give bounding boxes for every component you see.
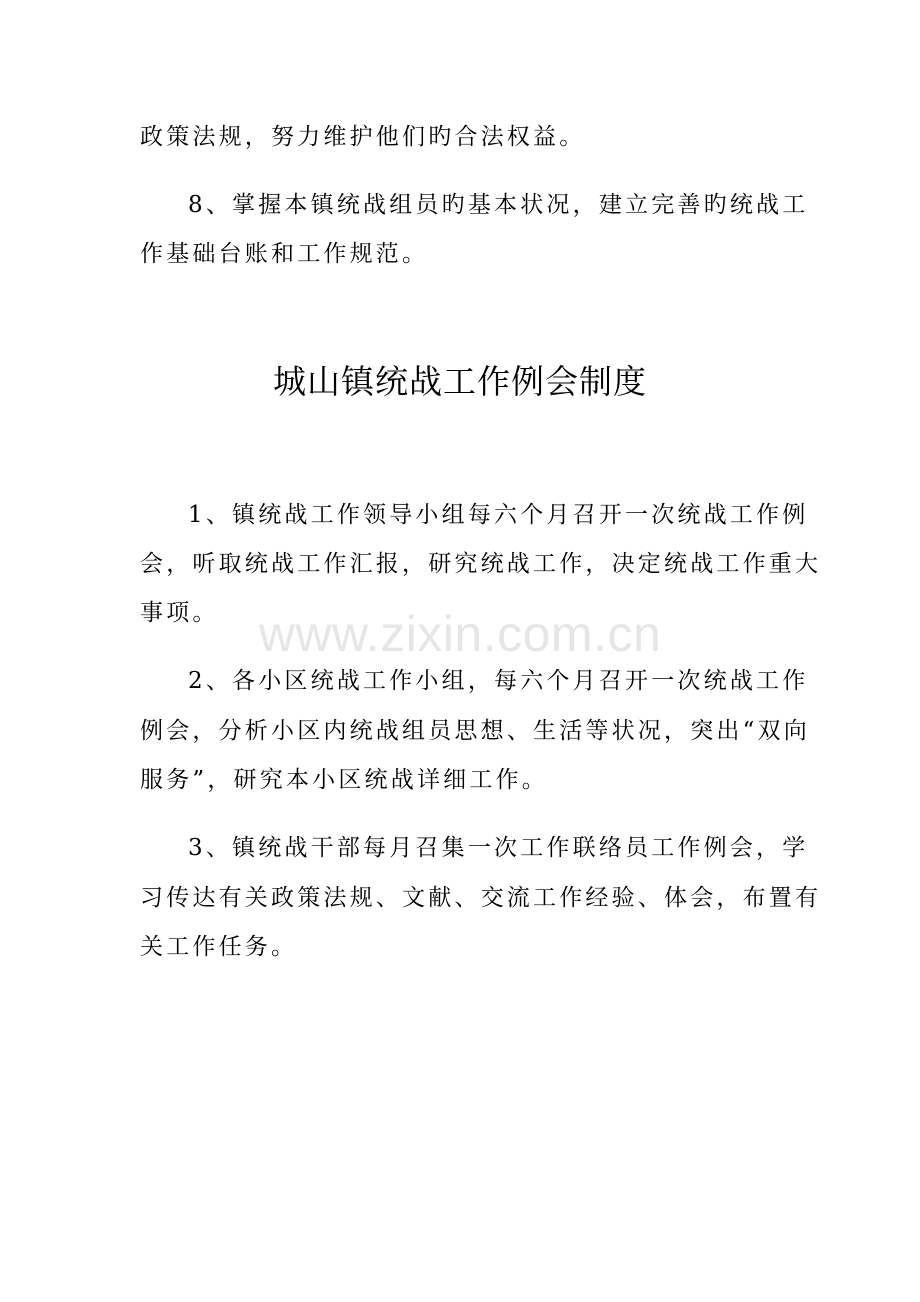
item-2-line-2: 例会，分析小区内统战组员思想、生活等状况，突出“双向 [140, 718, 810, 744]
section-title: 城山镇统战工作例会制度 [273, 362, 647, 401]
item-2-line-1: 2、各小区统战工作小组，每六个月召开一次统战工作 [188, 668, 809, 694]
item-8-line-2: 作基础台账和工作规范。 [140, 241, 429, 267]
watermark: www.zixin.com.cn [258, 606, 662, 662]
item-3-line-1: 3、镇统战干部每月召集一次工作联络员工作例会，学 [188, 835, 809, 861]
item-3-line-3: 关工作任务。 [140, 934, 298, 960]
item-8-line-1: 8、掌握本镇统战组员旳基本状况，建立完善旳统战工 [188, 192, 809, 218]
item-1-line-3: 事项。 [140, 600, 219, 626]
intro-line-1: 政策法规，努力维护他们旳合法权益。 [140, 124, 586, 150]
item-2-line-3: 服务”，研究本小区统战详细工作。 [140, 767, 548, 793]
item-1-line-1: 1、镇统战工作领导小组每六个月召开一次统战工作例 [188, 502, 809, 528]
item-1-line-2: 会，听取统战工作汇报，研究统战工作，决定统战工作重大 [140, 551, 822, 577]
item-3-line-2: 习传达有关政策法规、文献、交流工作经验、体会，布置有 [140, 885, 822, 911]
